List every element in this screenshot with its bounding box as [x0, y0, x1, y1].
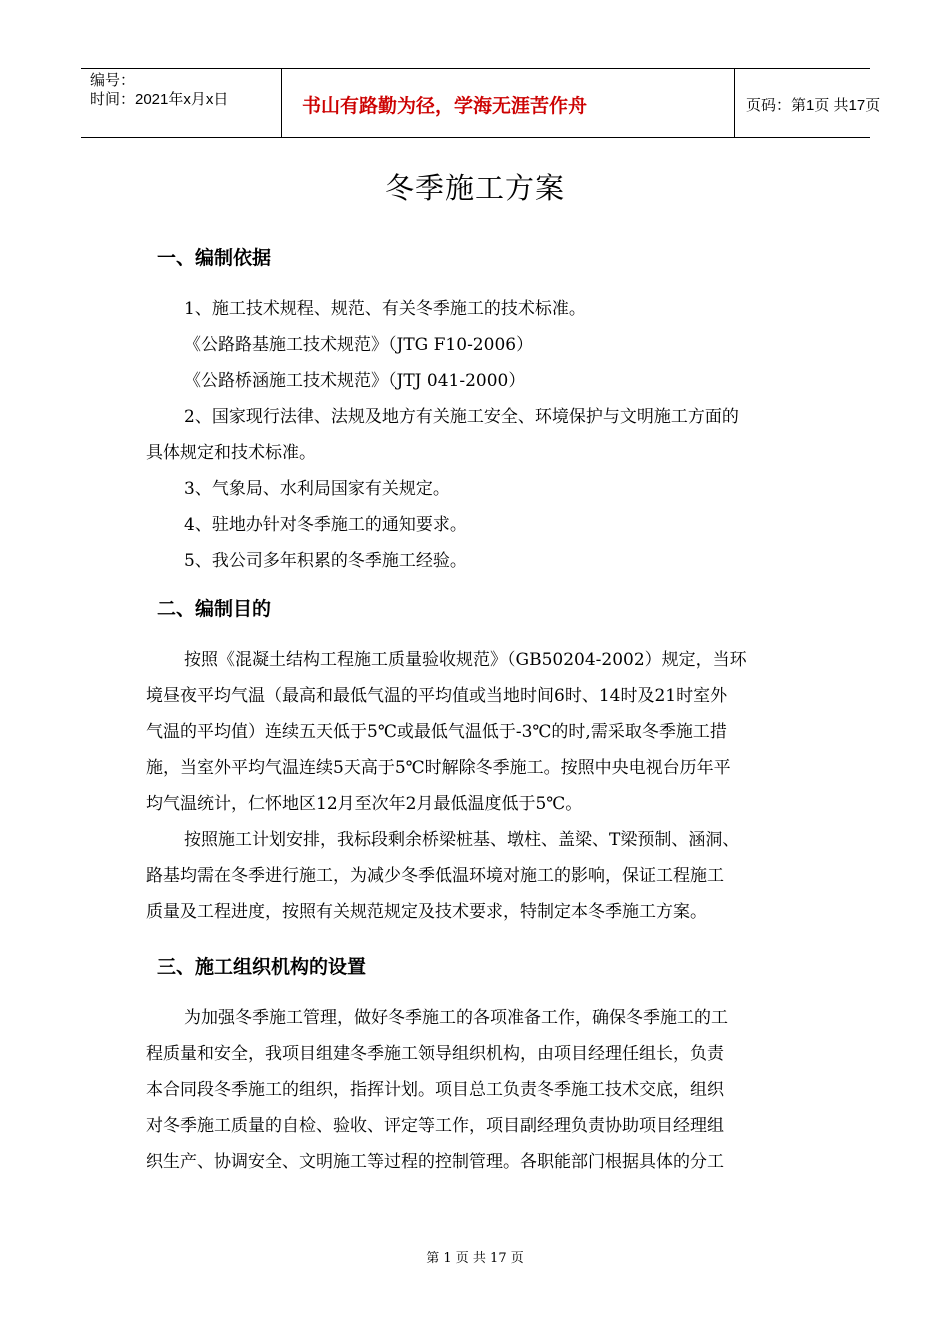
paragraph-line: 具体规定和技术标准。 — [146, 443, 316, 463]
code-label: 编号： — [90, 72, 136, 89]
page-footer: 第 1 页 共 17 页 — [426, 1251, 524, 1266]
time-label: 时间：2021年x月x日 — [90, 91, 229, 108]
paragraph-line: 质量及工程进度，按照有关规范规定及技术要求，特制定本冬季施工方案。 — [146, 902, 707, 922]
page-info: 页码：第1页 共17页 — [746, 97, 881, 114]
motto-text: 书山有路勤为径，学海无涯苦作舟 — [302, 95, 588, 117]
paragraph-line: 2、国家现行法律、法规及地方有关施工安全、环境保护与文明施工方面的 — [184, 407, 739, 427]
paragraph-line: 4、驻地办针对冬季施工的通知要求。 — [184, 515, 467, 535]
paragraph-line: 境昼夜平均气温（最高和最低气温的平均值或当地时间6时、14时及21时室外 — [146, 686, 728, 706]
paragraph-line: 本合同段冬季施工的组织，指挥计划。项目总工负责冬季施工技术交底，组织 — [146, 1080, 724, 1100]
paragraph-line: 程质量和安全，我项目组建冬季施工领导组织机构，由项目经理任组长，负责 — [146, 1044, 724, 1064]
section-heading-3: 三、施工组织机构的设置 — [157, 956, 367, 978]
paragraph-line: 施，当室外平均气温连续5天高于5℃时解除冬季施工。按照中央电视台历年平 — [146, 758, 731, 778]
section-heading-1: 一、编制依据 — [157, 247, 272, 269]
paragraph-line: 1、施工技术规程、规范、有关冬季施工的技术标准。 — [184, 299, 586, 319]
paragraph-line: 《公路桥涵施工技术规范》（JTJ 041-2000） — [184, 371, 526, 391]
section-heading-2: 二、编制目的 — [157, 598, 272, 620]
paragraph-line: 按照《混凝土结构工程施工质量验收规范》（GB50204-2002）规定，当环 — [184, 650, 747, 670]
paragraph-line: 均气温统计，仁怀地区12月至次年2月最低温度低于5℃。 — [146, 794, 583, 814]
header-meta-cell — [81, 69, 281, 137]
document-title: 冬季施工方案 — [384, 171, 565, 205]
paragraph-line: 路基均需在冬季进行施工，为减少冬季低温环境对施工的影响，保证工程施工 — [146, 866, 724, 886]
paragraph-line: 《公路路基施工技术规范》（JTG F10-2006） — [184, 335, 534, 355]
header-table — [81, 68, 881, 138]
header-motto-cell — [281, 69, 735, 137]
paragraph-line: 按照施工计划安排，我标段剩余桥梁桩基、墩柱、盖梁、T梁预制、涵洞、 — [184, 830, 740, 850]
paragraph-line: 气温的平均值）连续五天低于5℃或最低气温低于-3℃的时,需采取冬季施工措 — [146, 722, 727, 742]
paragraph-line: 为加强冬季施工管理，做好冬季施工的各项准备工作，确保冬季施工的工 — [184, 1008, 728, 1028]
header-page-cell — [735, 69, 881, 137]
paragraph-line: 5、我公司多年积累的冬季施工经验。 — [184, 551, 467, 571]
paragraph-line: 3、气象局、水利局国家有关规定。 — [184, 479, 450, 499]
paragraph-line: 织生产、协调安全、文明施工等过程的控制管理。各职能部门根据具体的分工 — [146, 1152, 724, 1172]
paragraph-line: 对冬季施工质量的自检、验收、评定等工作，项目副经理负责协助项目经理组 — [146, 1116, 724, 1136]
